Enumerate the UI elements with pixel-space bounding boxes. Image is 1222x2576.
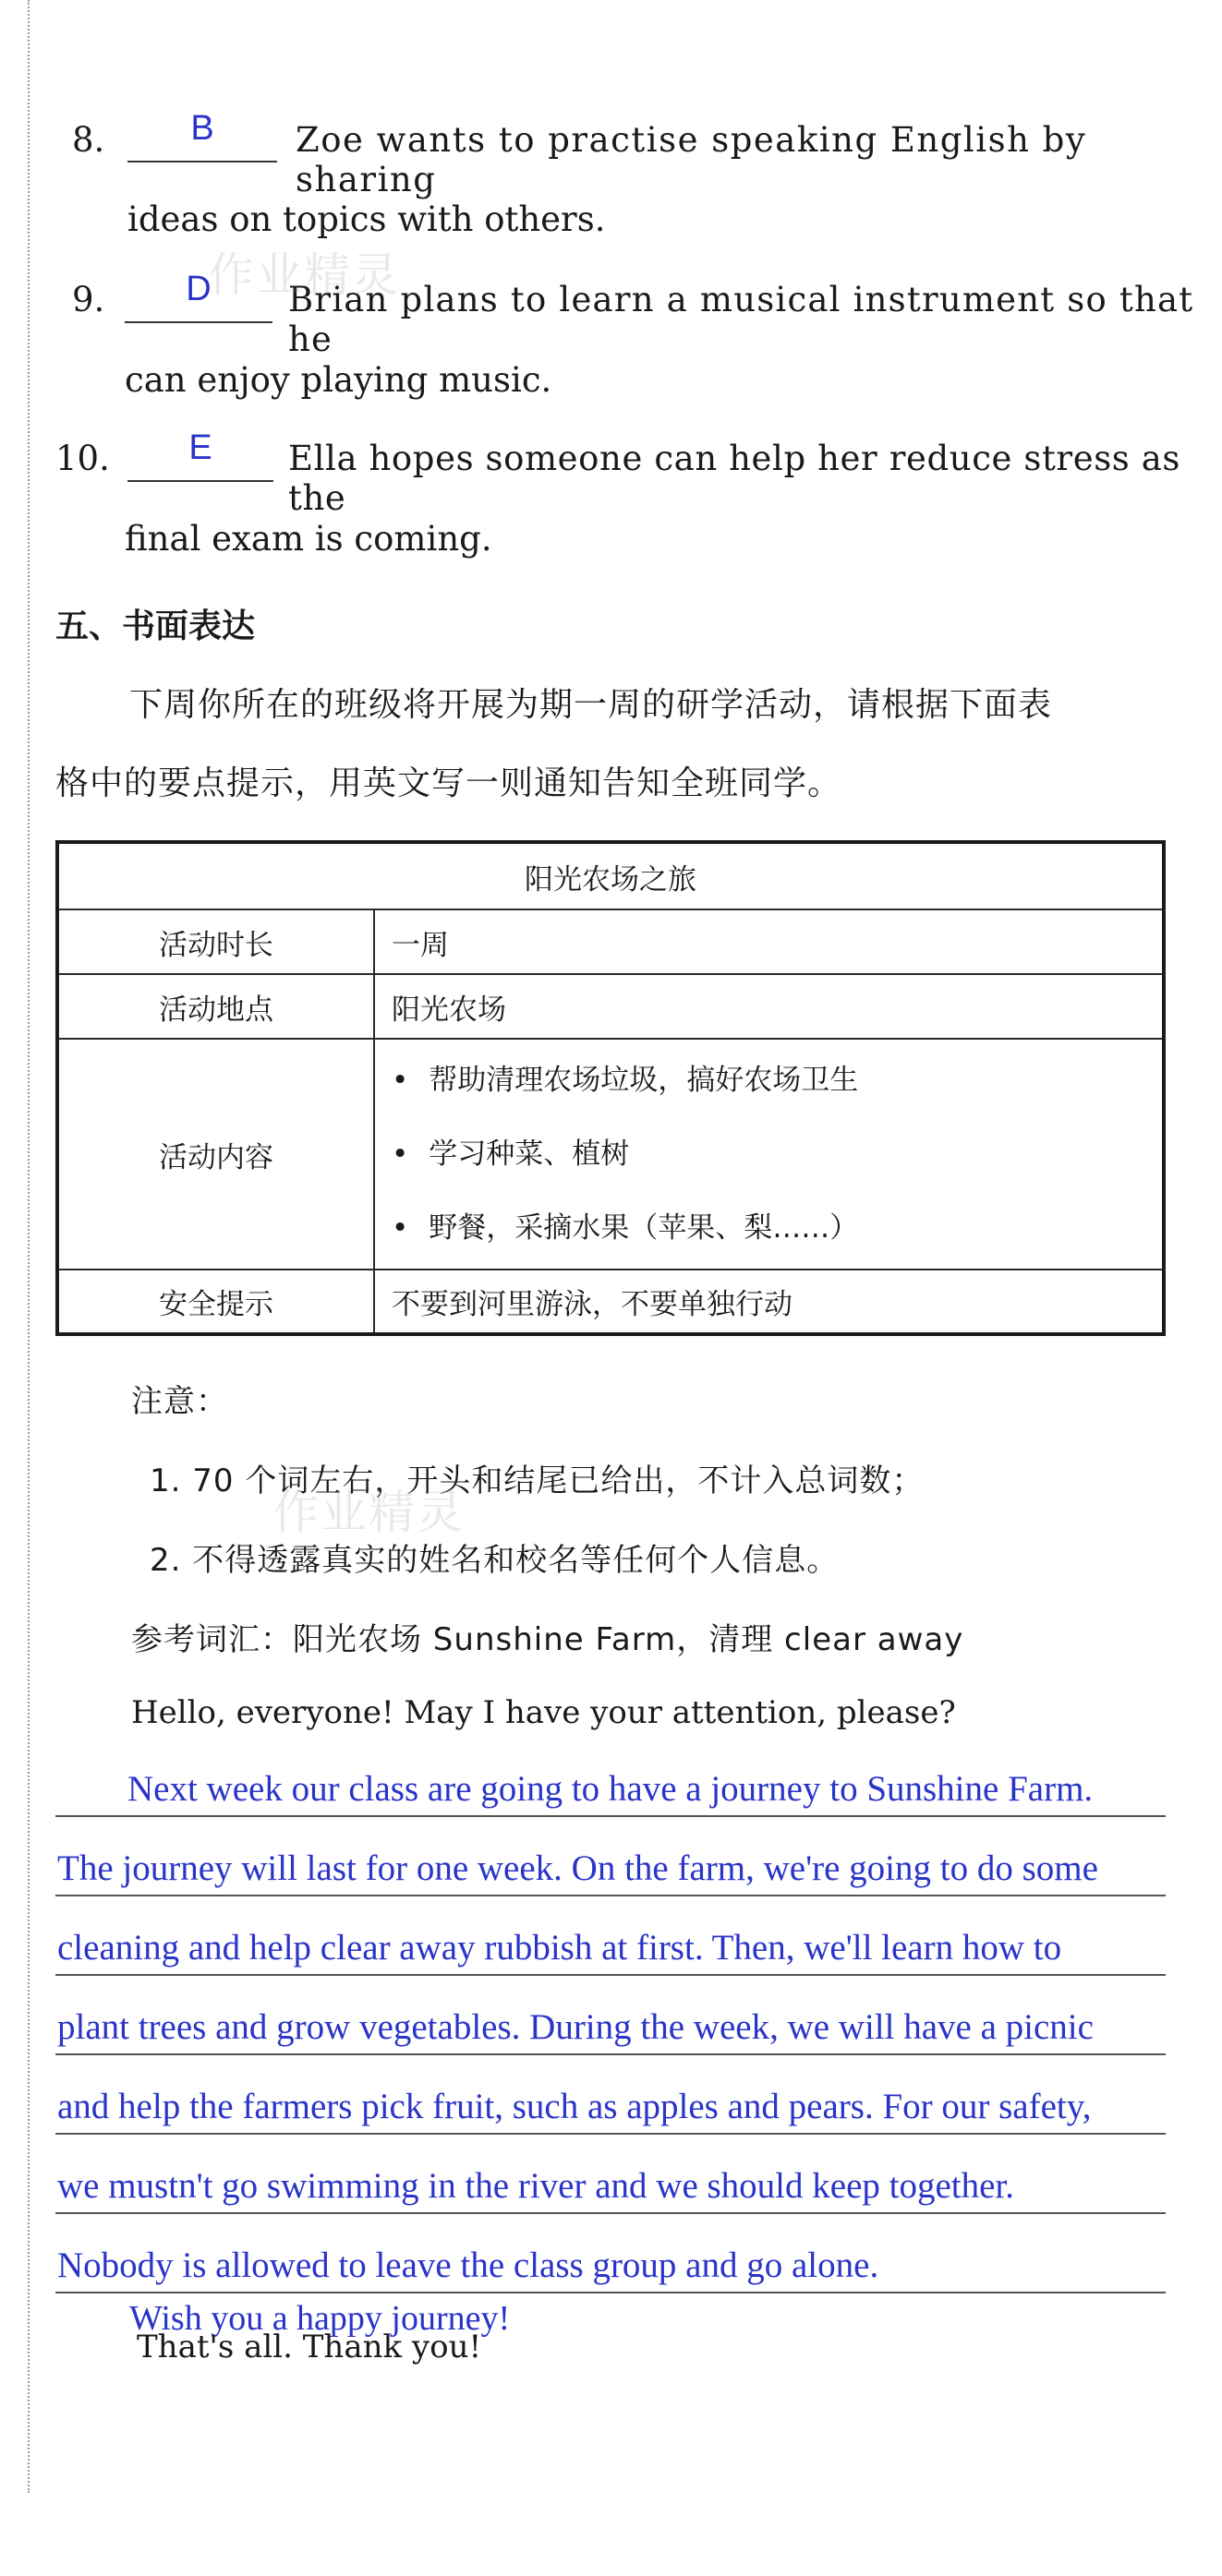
question-text-line1: Brian plans to learn a musical instrument so that he — [288, 280, 1194, 359]
row-label: 安全提示 — [57, 1270, 374, 1334]
row-label: 活动时长 — [57, 909, 374, 974]
answer-handwritten: E — [188, 428, 212, 467]
essay-handwritten-line: plant trees and grow vegetables. During the week, we will have a picnic — [57, 2007, 1094, 2047]
notes-heading: 注意： — [131, 1383, 228, 1420]
row-label: 活动地点 — [57, 974, 374, 1039]
list-item: • 野餐，采摘水果（苹果、梨……） — [392, 1191, 1162, 1265]
question-text-line1: Ella hopes someone can help her reduce stress as the — [288, 439, 1180, 518]
list-item: • 学习种菜、植树 — [392, 1117, 1162, 1191]
section-intro-line2: 格中的要点提示，用英文写一则通知告知全班同学。 — [55, 764, 842, 802]
writing-line — [55, 2212, 1166, 2214]
section-title: 五、书面表达 — [55, 608, 256, 645]
row-value: 一周 — [374, 909, 1164, 974]
writing-line — [55, 2292, 1166, 2293]
writing-line — [55, 1815, 1166, 1817]
activity-table — [55, 840, 1166, 1336]
answer-handwritten: B — [190, 109, 214, 148]
essay-handwritten-line: we mustn't go swimming in the river and we should keep together. — [57, 2166, 1015, 2206]
essay-closing: That's all. Thank you! — [137, 2329, 482, 2365]
writing-line — [55, 1974, 1166, 1976]
notes-item-1: 1. 70 个词左右，开头和结尾已给出，不计入总词数； — [150, 1463, 925, 1499]
row-value-list — [374, 1039, 1164, 1270]
writing-line — [55, 2053, 1166, 2055]
essay-handwritten-line: cleaning and help clear away rubbish at first. Then, we'll learn how to — [57, 1928, 1062, 1968]
writing-line — [55, 2133, 1166, 2135]
row-value: 阳光农场 — [374, 974, 1164, 1039]
essay-handwritten-line: Next week our class are going to have a journey to Sunshine Farm. — [127, 1769, 1094, 1809]
table-title: 阳光农场之旅 — [57, 842, 1164, 909]
row-label: 活动内容 — [57, 1039, 374, 1270]
question-text-line2: can enjoy playing music. — [125, 360, 552, 400]
question-number: 8. — [72, 120, 105, 160]
section-intro-line1: 下周你所在的班级将开展为期一周的研学活动，请根据下面表 — [129, 686, 1053, 724]
vocabulary-hint: 参考词汇：阳光农场 Sunshine Farm，清理 clear away — [131, 1621, 964, 1658]
essay-handwritten-line: The journey will last for one week. On the farm, we're going to do some — [57, 1848, 1098, 1888]
list-item: • 帮助清理农场垃圾，搞好农场卫生 — [392, 1043, 1162, 1117]
question-text-line2: ideas on topics with others. — [127, 199, 606, 239]
watermark-logo: 作业精灵 — [272, 1486, 465, 1539]
essay-opening: Hello, everyone! May I have your attention, please? — [131, 1694, 956, 1731]
table-row — [57, 1270, 1164, 1334]
question-text-line1: Zoe wants to practise speaking English by sharing — [296, 120, 1087, 199]
row-value: 不要到河里游泳，不要单独行动 — [374, 1270, 1164, 1334]
question-text-line2: final exam is coming. — [125, 519, 492, 559]
essay-handwritten-line: and help the farmers pick fruit, such as apples and pears. For our safety, — [57, 2087, 1092, 2126]
question-number: 9. — [72, 280, 105, 319]
answer-handwritten: D — [186, 270, 212, 308]
writing-line — [55, 1895, 1166, 1896]
essay-handwritten-closing: Wish you a happy journey! — [129, 2299, 511, 2338]
table-row — [57, 1039, 1164, 1270]
watermark-logo: 作业精灵 — [208, 248, 400, 302]
notes-item-2: 2. 不得透露真实的姓名和校名等任何个人信息。 — [150, 1542, 840, 1579]
table-row — [57, 909, 1164, 974]
binding-margin-line — [28, 0, 30, 2493]
question-number: 10. — [55, 439, 110, 478]
table-row — [57, 974, 1164, 1039]
essay-handwritten-line: Nobody is allowed to leave the class group and go alone. — [57, 2245, 879, 2285]
